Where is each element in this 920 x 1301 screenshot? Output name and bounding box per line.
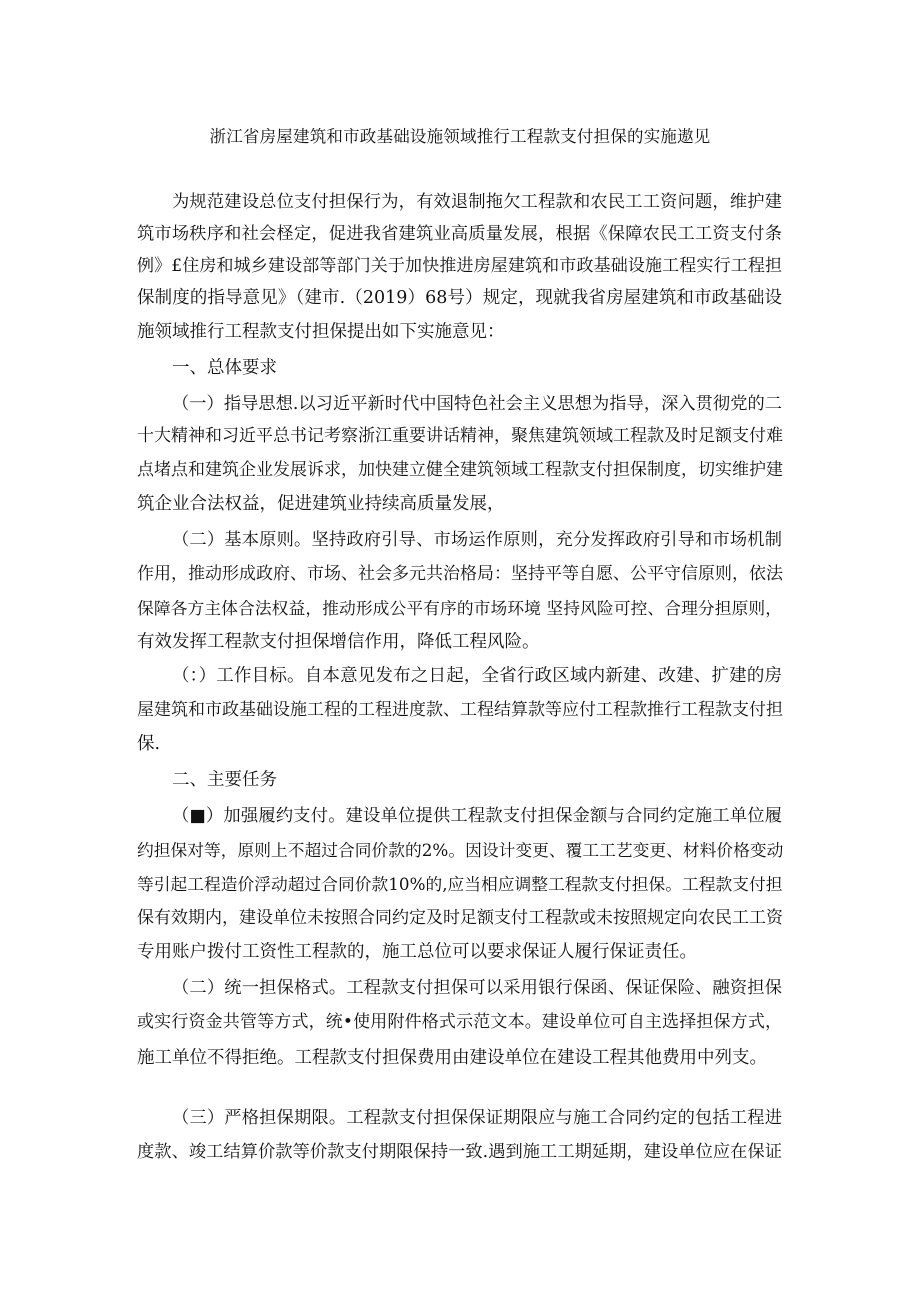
intro-line-4: 保制度的指导意见》（建市.（2019）68号）规定，现就我省房屋建筑和市政基础设 (137, 288, 782, 308)
s2-p2-line-1: （二）统一担保格式。工程款支付担保可以采用银行保函、保证保险、融资担保 (172, 978, 782, 998)
s2-p1-line-3: 等引起工程造价浮动超过合同价款10%的,应当相应调整工程款支付担保。工程款支付担 (137, 874, 783, 894)
section-heading-2: 二、主要任务 (172, 770, 277, 790)
s2-p1-line-1: （■）加强履约支付。建设单位提供工程款支付担保金额与合同约定施工单位履 (172, 806, 782, 826)
s1-p1-line-3: 点堵点和建筑企业发展诉求，加快建立健全建筑领域工程款支付担保制度，切实维护建 (137, 460, 783, 480)
s1-p3-line-1: （：）工作目标。自本意见发布之日起，全省行政区域内新建、改建、扩建的房 (172, 666, 782, 686)
s1-p3-line-2: 屋建筑和市政基础设施工程的工程进度款、工程结算款等应付工程款推行工程款支付担 (137, 700, 783, 720)
s2-p2-line-3: 施工单位不得拒绝。工程款支付担保费用由建设单位在建设工程其他费用中列支。 (137, 1048, 767, 1068)
document-title: 浙江省房屋建筑和市政基础设施领域推行工程款支付担保的实施遨见 (209, 127, 711, 146)
s1-p2-line-3: 保障各方主体合法权益，推动形成公平有序的市场环境 坚持风险可控、合理分担原则， (137, 598, 782, 618)
intro-line-2: 筑市场秩序和社会柽定，促进我省建筑业高质量发展，根据《保障农民工工资支付条 (137, 224, 782, 244)
s2-p1-line-2: 约担保对等，原则上不超过合同价款的2%。因设计变更、覆工工艺变更、材料价格变动 (137, 840, 784, 860)
s2-p2-line-2: 或实行资金共管等方式，统•使用附件格式示范文本。建设单位可自主选择担保方式， (137, 1012, 782, 1032)
section-heading-1: 一、总体要求 (172, 358, 277, 378)
s1-p1-line-2: 十大精神和习近平总书记考察浙江重要讲话精神，聚焦建筑领域工程款及时足额支付难 (137, 426, 783, 446)
s2-p3-line-2: 度款、竣工结算价款等价款支付期限保持一致.遇到施工工期延期，建设单位应在保证 (137, 1142, 782, 1162)
s2-p1-line-4: 保有效期内，建设单位未按照合同约定及时足额支付工程款或未按照规定向农民工工资 (137, 908, 783, 928)
s1-p2-line-2: 作用，推动形成政府、市场、社会多元共治格局：坚持平等自愿、公平守信原则，依法 (137, 564, 783, 584)
intro-line-1: 为规范建设总位支付担保行为，有效退制拖欠工程款和农民工工资问题，维护建 (172, 192, 782, 212)
intro-line-5: 施领域推行工程款支付担保提出如下实施意见： (137, 322, 505, 342)
s1-p3-line-3: 保. (137, 734, 161, 754)
s1-p2-line-4: 有效发挥工程款支付担保增信作用，降低工程风险。 (137, 632, 540, 652)
s1-p1-line-4: 筑企业合法权益，促进建筑业持续高质量发展， (137, 494, 505, 514)
intro-line-3: 例》£住房和城乡建设部等部门关于加快推进房屋建筑和市政基础设施工程实行工程担 (137, 256, 782, 276)
s2-p1-line-5: 专用账户拨付工资性工程款的，施工总位可以要求保证人履行保证责任。 (137, 942, 697, 962)
s1-p1-line-1: （一）指导思想.以习近平新时代中国特色社会主义思想为指导，深入贯彻党的二 (172, 394, 782, 414)
s2-p3-line-1: （三）严格担保期限。工程款支付担保保证期限应与施工合同约定的包括工程进 (172, 1108, 782, 1128)
s1-p2-line-1: （二）基本原则。坚持政府引导、市场运作原则，充分发挥政府引导和市场机制 (172, 530, 782, 550)
